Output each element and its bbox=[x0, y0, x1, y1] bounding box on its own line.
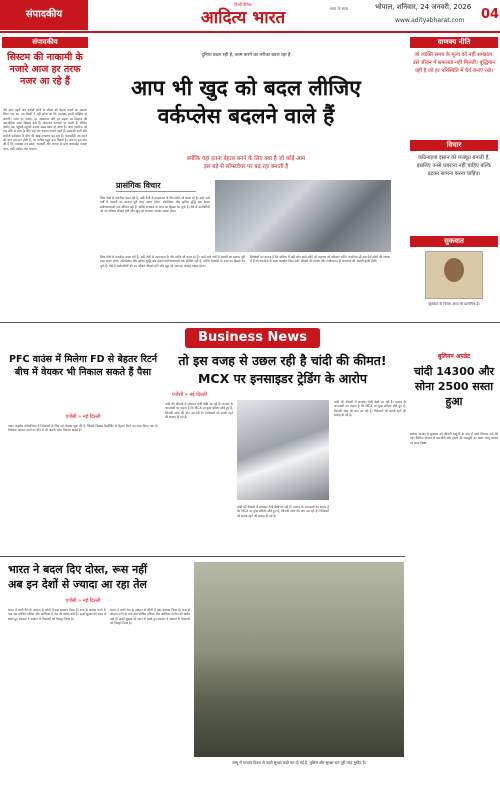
top-subtitle-line2: इस बड़े से सॉफ्टवेयर पर बढ़ रहा बनाती है bbox=[203, 164, 289, 170]
oil-headline-line2: अब इन देशों से ज्यादा आ रहा तेल bbox=[8, 578, 147, 591]
tagline: सत्य के साथ bbox=[330, 6, 349, 11]
page-number: 04 bbox=[480, 7, 500, 22]
oil-body-col1: भारत ने कच्चे तेल के आयात के स्रोतों में बड़ा बदलाव किया है। रूस से आयात घटने के बाद अब पश्चिम एशिया और अमेरिका से तेल की खरीद बढ़ी है। ऊर्जा सुरक्षा को ध्यान में रखते हुए सरकार ने आयात के विकल्पों को विस्तृत किया है। bbox=[8, 608, 106, 621]
main-section-label: प्रासंगिक विचार bbox=[116, 180, 196, 192]
pfc-byline: एजेंसी » नई दिल्ली bbox=[65, 414, 101, 420]
silver-body: चांदी की कीमतों में लगातार तेजी देखी जा रही है। बाजार के जानकारों का कहना है कि MCX पर कुछ संदिग्ध सौदे हुए हैं, जिनकी जांच की मांग उठ रही है। निवेशकों को सतर्क रहने की सलाह दी गई है। bbox=[165, 402, 233, 419]
bullion-body: सर्राफा बाजार में शुक्रवार को कीमती धातुओं के दाम में भारी गिरावट दर्ज की गई। वैश्विक बाजार में कमजोरी और डॉलर की मजबूती का असर घरेलू बाजार पर साफ दिखा। bbox=[410, 432, 498, 445]
silver-body-under: चांदी की कीमतों में लगातार तेजी देखी जा रही है। बाजार के जानकारों का कहना है कि MCX पर कुछ संदिग्ध सौदे हुए हैं, जिनकी जांच की मांग उठ रही है। निवेशकों को सतर्क रहने की सलाह दी गई है। bbox=[237, 505, 329, 518]
pfc-body: पावर फाइनेंस कॉरपोरेशन ने निवेशकों के लिए नई योजना शुरू की है, जिसमें फिक्स्ड डिपॉजिट से बेहतर रिटर्न का वादा किया गया है। निवेशक जरूरत पड़ने पर बीच में भी अपनी रकम निकाल सकते हैं। bbox=[8, 424, 158, 433]
website: www.adityabharat.com bbox=[395, 17, 465, 24]
main-article-body-left: जिस तेजी से तकनीक बदल रही है, उसी तेजी से कामकाज के तौर-तरीके भी बदल रहे हैं। आने वाले वर्षों में दफ्तरों का स्वरूप पूरी तरह अलग होगा। ऑटोमेशन और कृत्रिम बुद्धि अब केवल प्रयोगशालाओं तक सीमित नहीं हैं, बल्कि रोजमर्रा के काम का हिस्सा बन चुके हैं। ऐसे में कर्मचारियों को नए कौशल सीखने होंगे और खुद को लगातार अपडेट रखना होगा। bbox=[100, 196, 210, 213]
left-column-label: संपादकीय bbox=[2, 37, 88, 48]
right-column-quote: जो व्यक्ति समय के मूल्य को नहीं समझता, उसे जीवन में सफलता नहीं मिलती। बुद्धिमान वही है जो हर परिस्थिति में धैर्य बनाए रखे। bbox=[412, 52, 496, 74]
silver-headline bbox=[160, 352, 405, 388]
vichar-label: विचार bbox=[410, 140, 498, 151]
oil-byline: एजेंसी » नई दिल्ली bbox=[65, 598, 101, 604]
top-subtitle-line1: क्योंकि वहां इतना बेहतर बनने के लिए क्या है जो कोई आम bbox=[186, 156, 306, 162]
silver-byline: एजेंसी » नई दिल्ली bbox=[172, 392, 208, 398]
business-news-banner: Business News bbox=[185, 328, 320, 348]
security-photo-caption: जम्मू में गणतंत्र दिवस से पहले सुरक्षा कड़ी कर दी गई है, पुलिस और सुरक्षा बल पूरी तरह मुस्तैद हैं। bbox=[231, 760, 367, 765]
sukhvat-portrait bbox=[425, 251, 483, 299]
upper-divider bbox=[0, 322, 500, 323]
top-headline-line1: आप भी खुद को बदल लीजिए bbox=[131, 76, 361, 100]
main-article-body-right: विशेषज्ञों का मानना है कि भविष्य में वही लोग आगे बढ़ेंगे जो बदलाव को स्वीकार करेंगे। कंपनियां भी अब ऐसे लोगों की तलाश में हैं जो तकनीक के साथ तालमेल बिठा सकें। सीखने की ललक और लचीलापन ही सफलता की असली कुंजी होगी। bbox=[250, 255, 390, 264]
oil-body-col2: भारत ने कच्चे तेल के आयात के स्रोतों में बड़ा बदलाव किया है। रूस से आयात घटने के बाद अब पश्चिम एशिया और अमेरिका से तेल की खरीद बढ़ी है। ऊर्जा सुरक्षा को ध्यान में रखते हुए सरकार ने आयात के विकल्पों को विस्तृत किया है। bbox=[110, 608, 190, 625]
bullion-label: बुलियन अपडेट bbox=[437, 353, 471, 360]
section-tab: संपादकीय bbox=[0, 0, 88, 30]
vichar-text: कठिनाइयां इंसान को मजबूत बनाती हैं, इसलिए उनसे घबराना नहीं चाहिए बल्कि डटकर सामना करना चाहिए। bbox=[416, 155, 492, 177]
silver-bars-photo bbox=[237, 400, 329, 500]
logo bbox=[168, 2, 318, 30]
dateline: भोपाल, शनिवार, 24 जनवरी, 2026 bbox=[375, 3, 472, 11]
pfc-headline: PFC वाउंस में मिलेगा FD से बेहतर रिटर्न बीच में वेयकर भी निकाल सकते हैं पैसा bbox=[9, 354, 157, 378]
logo-small: हिन्दी दैनिक bbox=[234, 2, 252, 7]
right-column-label: वाणक्य नीति bbox=[410, 37, 498, 48]
left-column-headline: सिस्टम की नाकामी के नजारे आज हर तरफ नजर आ रहे हैं bbox=[7, 52, 83, 87]
sukhvat-label: सुकवात bbox=[410, 236, 498, 247]
main-article-photo bbox=[215, 180, 391, 252]
lower-divider bbox=[0, 556, 405, 557]
silver-headline-line2: MCX पर इनसाइडर ट्रेडिंग के आरोप bbox=[197, 371, 367, 386]
security-photo bbox=[194, 562, 404, 757]
top-headline-subtitle bbox=[96, 155, 396, 171]
bullion-headline: चांदी 14300 और सोना 2500 सस्ता हुआ bbox=[413, 365, 495, 408]
left-column-body: 30 साल पहले जब करोड़ों लोगों के जीवन को बेहतर बनाने का संकल्प लिया गया था, तब किसी ने नहीं सोचा था कि व्यवस्था इतनी बोझिल हो जाएगी। आज हर दफ्तर, हर अस्पताल और हर सड़क पर सिस्टम की कमजोरियां साफ दिखाई देती हैं। योजनाएं कागजों पर बनती हैं, लेकिन जमीन तक पहुंचते-पहुंचते उनका असर खत्म हो जाता है। आम नागरिक को एक छोटे से काम के लिए कई बार चक्कर लगाने पड़ते हैं। सरकारी दावों और जमीनी हकीकत के बीच की खाई लगातार बढ़ रही है। जवाबदेही तय करने की बात बार-बार होती है, पर नतीजे बहुत कम दिखते हैं। जरूरत इस बात की है कि व्यवस्था को सरल, पारदर्शी और जनता के प्रति जवाबदेह बनाया जाए, तभी भरोसा लौट पाएगा। bbox=[3, 108, 87, 151]
top-headline-line2: वर्कप्लेस बदलने वाले हैं bbox=[157, 104, 335, 128]
top-kicker: दुनिया बदल रही है, काम करने का तरीका बदल रहा है bbox=[201, 53, 291, 58]
oil-headline bbox=[8, 562, 158, 592]
sukhvat-caption: सुकवात के विचार आज भी प्रासंगिक हैं। bbox=[428, 302, 480, 306]
silver-headline-line1: तो इस वजह से उछल रही है चांदी की कीमत! bbox=[178, 353, 387, 368]
silver-body-cont: चांदी की कीमतों में लगातार तेजी देखी जा रही है। बाजार के जानकारों का कहना है कि MCX पर कुछ संदिग्ध सौदे हुए हैं, जिनकी जांच की मांग उठ रही है। निवेशकों को सतर्क रहने की सलाह दी गई है। bbox=[334, 400, 406, 417]
logo-main: आदित्य भारत bbox=[200, 8, 286, 28]
oil-headline-line1: भारत ने बदल दिए दोस्त, रूस नहीं bbox=[8, 563, 147, 576]
main-article-body-cont: जिस तेजी से तकनीक बदल रही है, उसी तेजी से कामकाज के तौर-तरीके भी बदल रहे हैं। आने वाले वर्षों में दफ्तरों का स्वरूप पूरी तरह अलग होगा। ऑटोमेशन और कृत्रिम बुद्धि अब केवल प्रयोगशालाओं तक सीमित नहीं हैं, बल्कि रोजमर्रा के काम का हिस्सा बन चुके हैं। ऐसे में कर्मचारियों को नए कौशल सीखने होंगे और खुद को लगातार अपडेट रखना होगा। bbox=[100, 255, 245, 268]
top-headline-title bbox=[96, 74, 396, 154]
masthead-rule bbox=[0, 31, 500, 33]
